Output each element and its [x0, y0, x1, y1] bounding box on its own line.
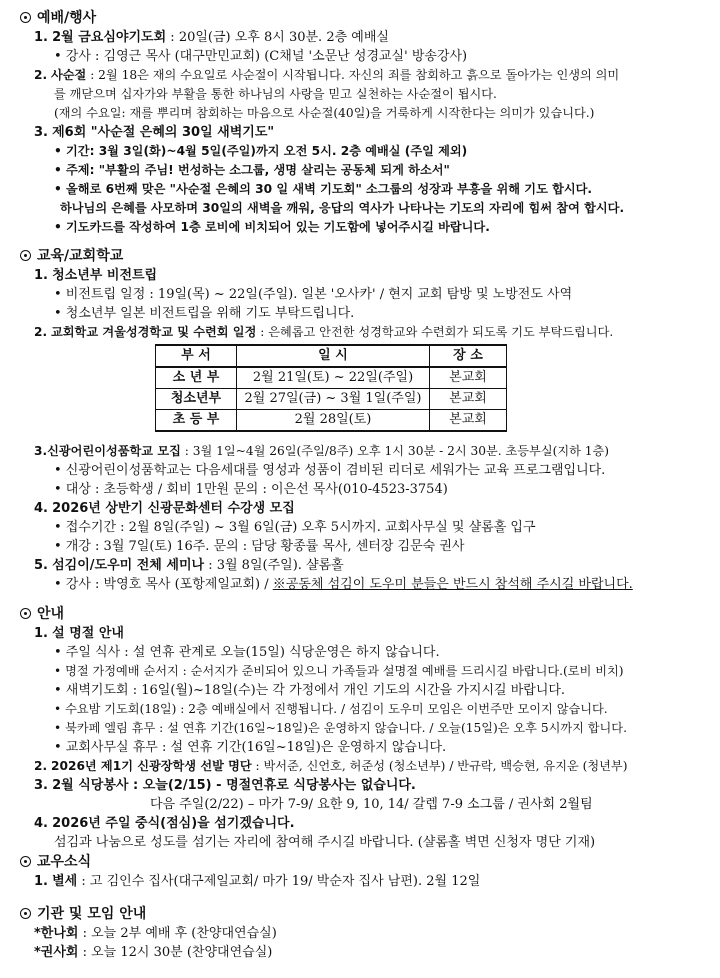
circle-bullet-icon	[20, 856, 31, 867]
attendance-notice: ※공동체 섬김이 도우미 분들은 반드시 참석해 주시길 바랍니다.	[272, 577, 633, 592]
section-education-cont: 3.신광어린이성품학교 모집 : 3월 1일~4월 26일(주일/8주) 오후 1시 30분 - 2시 30분. 초등부실(지하 1층) • 신광어린이성품학교는 다음세대를 영성과 성품이 겸비된 리더로 세워가는 교육 프로그램입니다. • 대상 : 초등학생 / 회비 1만원 문의 : 이은선 목사(010-4523-3754) 4. 2026년 상반기 신광문화센터 수강생 모집 • 접수기간 : 2월 8일(주일) ~ 3월 6일(금) 오후 5시까지. 교회사무실 및 샬롬홀 입구 • 개강 : 3월 7일(토) 16주. 문의 : 담당 황종률 목사, 센터장 김문숙 권사 5. 섬김이/도우미 전체 세미나 : 3월 8일(주일). 샬롬홀 • 강사 : 박영호 목사 (포항제일교회) / ※공동체 섬김이 도우미 분들은 반드시 참석해 주시길 바랍니다.	[34, 444, 633, 592]
table-row: 청소년부 2월 27일(금) ~ 3월 1일(주일) 본교회	[156, 389, 507, 410]
circle-bullet-icon	[20, 608, 31, 619]
section-notice: 안내 1. 설 명절 안내 • 주일 식사 : 설 연휴 관계로 오늘(15일) 식당운영은 하지 않습니다. • 명절 가정예배 순서지 : 순서지가 준비되어 있으니 가족들과 설명절 예배를 드리시길 바랍니다.(로비 비치) • 새벽기도회 : 16일(월)~18일(수)는 각 가정에서 개인 기도의 시간을 가지시길 바랍니다. • 수요밤 기도회(18일) : 2층 예배실에서 진행됩니다. / 섬김이 도우미 모임은 이번주만 모이지 않습니다. • 북카페 엘림 휴무 : 설 연휴 기간(16일~18일)은 운영하지 않습니다. / 오늘(15일)은 오후 5시까지 합니다. • 교회사무실 휴무 : 설 연휴 기간(16일~18일)은 운영하지 않습니다. 2. 2026년 제1기 신광장학생 선발 명단 : 박서준, 신언호, 허준성 (청소년부) / 반규락, 백승현, 유지운 (청년부) 3. 2월 식당봉사 : 오늘(2/15) - 명절연휴로 식당봉사는 없습니다. 다음 주일(2/22) – 마가 7-9/ 요한 9, 10, 14/ 갈렙 7-9 소그룹 / 권사회 2월팀 4. 2026년 주일 중식(점심)을 섬기겠습니다. 섬김과 나눔으로 성도를 섬기는 자리에 참여해 주시길 바랍니다. (샬롬홀 벽면 신청자 명단 기재)	[20, 604, 710, 852]
section-heading: 교육/교회학교	[20, 246, 710, 266]
circle-bullet-icon	[20, 12, 31, 23]
table-row: 소 년 부 2월 21일(토) ~ 22일(주일) 본교회	[156, 367, 507, 389]
section-heading: 예배/행사	[20, 8, 710, 28]
table-header-row: 부 서 일 시 장 소	[156, 345, 507, 367]
schedule-table	[155, 344, 507, 432]
section-heading: 교우소식	[20, 852, 710, 872]
section-worship: 예배/행사 1. 2월 금요심야기도회 : 20일(금) 오후 8시 30분. 2층 예배실 • 강사 : 김영근 목사 (대구만민교회) (C채널 '소문난 성경교실' 방송강사) 2. 사순절 : 2월 18은 재의 수요일로 사순절이 시작됩니다. 자신의 죄를 참회하고 흙으로 돌아가는 인생의 의미 를 깨닫으며 십자가와 부활을 통한 하나님의 사랑을 믿고 실천하는 사순절이 됩시다. (재의 수요일: 재를 뿌리며 참회하는 마음으로 사순절(40일)을 거룩하게 시작한다는 의미가 있습니다.) 3. 제6회 "사순절 은혜의 30일 새벽기도" • 기간: 3월 3일(화)~4월 5일(주일)까지 오전 5시. 2층 예배실 (주일 제외) • 주제: "부활의 주님! 번성하는 소그룹, 생명 살리는 공동체 되게 하소서" • 올해로 6번째 맞은 "사순절 은혜의 30 일 새벽 기도회" 소그룹의 성장과 부흥을 위해 기도 합시다. 하나님의 은혜를 사모하며 30일의 새벽을 깨워, 응답의 역사가 나타나는 기도의 자리에 힘써 참여 합시다. • 기도카드를 작성하여 1층 로비에 비치되어 있는 기도함에 넣어주시길 바랍니다.	[20, 8, 710, 237]
circle-bullet-icon	[20, 908, 31, 919]
section-members: 교우소식 1. 별세 : 고 김인수 집사(대구제일교회/ 마가 19/ 박순자 집사 남편). 2월 12일	[20, 852, 710, 891]
section-heading: 안내	[20, 604, 710, 624]
circle-bullet-icon	[20, 250, 31, 261]
section-heading: 기관 및 모임 안내	[20, 904, 710, 924]
section-education: 교육/교회학교 1. 청소년부 비전트립 • 비전트립 일정 : 19일(목) ~ 22일(주일). 일본 '오사카' / 현지 교회 탐방 및 노방전도 사역 • 청소년부 일본 비전트립을 위해 기도 부탁드립니다. 2. 교회학교 겨울성경학교 및 수련회 일정 : 은혜롭고 안전한 성경학교와 수련회가 되도록 기도 부탁드립니다.	[20, 246, 710, 342]
section-groups: 기관 및 모임 안내 *한나회 : 오늘 2부 예배 후 (찬양대연습실) *권사회 : 오늘 12시 30분 (찬양대연습실)	[20, 904, 710, 962]
table-row: 초 등 부 2월 28일(토) 본교회	[156, 410, 507, 432]
